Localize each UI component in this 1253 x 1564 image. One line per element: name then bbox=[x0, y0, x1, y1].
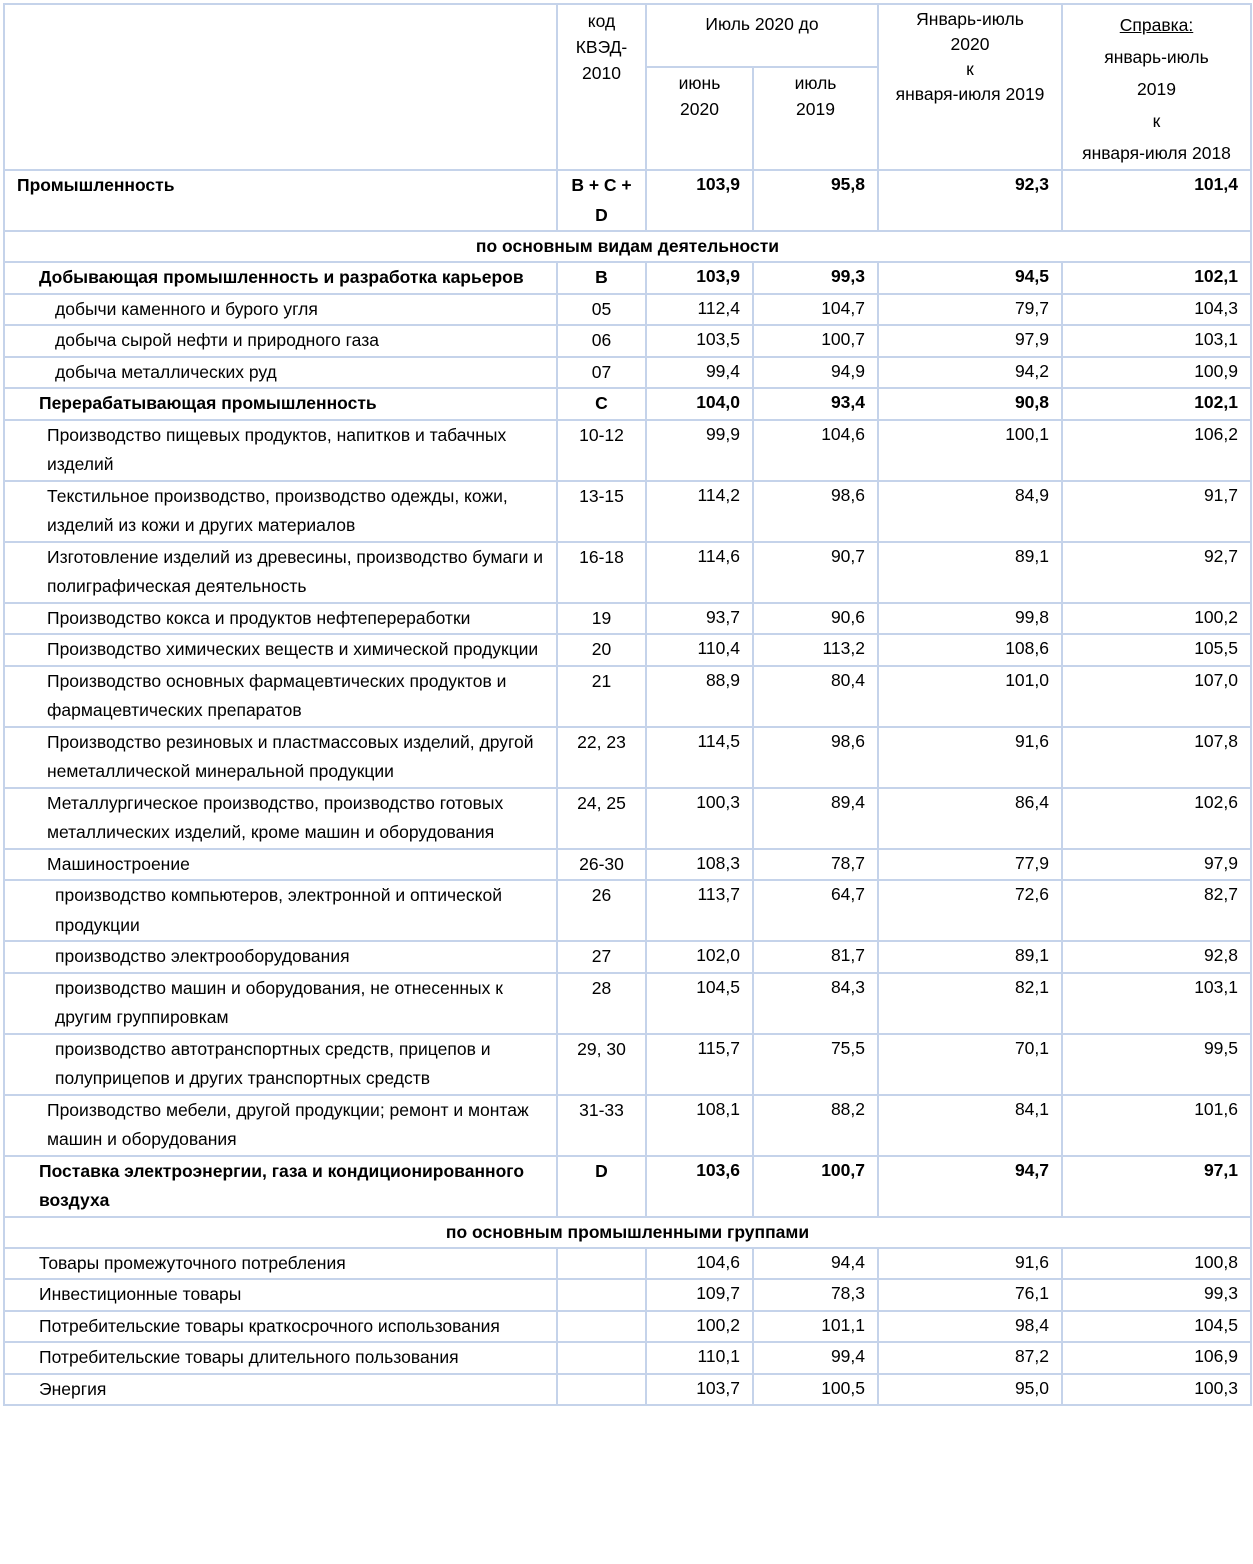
row-name: Инвестиционные товары bbox=[4, 1279, 557, 1311]
row-name: Текстильное производство, производство одежды, кожи, изделий из кожи и других материалов bbox=[4, 481, 557, 542]
value-vs-june-2020: 109,7 bbox=[646, 1279, 753, 1311]
value-vs-june-2020: 103,7 bbox=[646, 1374, 753, 1406]
row-name: Производство кокса и продуктов нефтепереработки bbox=[4, 603, 557, 635]
table-row bbox=[4, 973, 1251, 1034]
value-jan-jul-2019-ref: 104,5 bbox=[1062, 1311, 1251, 1343]
value-jan-jul-2019-ref: 105,5 bbox=[1062, 634, 1251, 666]
section-title: по основным промышленными группами bbox=[4, 1217, 1251, 1248]
row-name: Товары промежуточного потребления bbox=[4, 1248, 557, 1280]
value-vs-july-2019: 94,9 bbox=[753, 357, 878, 389]
value-jan-jul-2020: 89,1 bbox=[878, 941, 1062, 973]
table-row bbox=[4, 849, 1251, 881]
row-name: добыча сырой нефти и природного газа bbox=[4, 325, 557, 357]
table-body bbox=[4, 170, 1251, 1405]
row-name: Производство основных фармацевтических продуктов и фармацевтических препаратов bbox=[4, 666, 557, 727]
header-jan-jul-line: 2020 bbox=[950, 34, 990, 54]
table-row bbox=[4, 1279, 1251, 1311]
table-row bbox=[4, 1034, 1251, 1095]
table-row bbox=[4, 481, 1251, 542]
table-row bbox=[4, 634, 1251, 666]
value-vs-june-2020: 108,1 bbox=[646, 1095, 753, 1156]
value-jan-jul-2019-ref: 82,7 bbox=[1062, 880, 1251, 941]
row-code bbox=[557, 1342, 646, 1374]
value-jan-jul-2019-ref: 97,9 bbox=[1062, 849, 1251, 881]
value-vs-july-2019: 100,7 bbox=[753, 1156, 878, 1217]
value-jan-jul-2020: 101,0 bbox=[878, 666, 1062, 727]
header-reference-line: января-июля 2018 bbox=[1082, 143, 1231, 163]
row-name: производство компьютеров, электронной и оптической продукции bbox=[4, 880, 557, 941]
value-vs-june-2020: 103,5 bbox=[646, 325, 753, 357]
value-jan-jul-2020: 89,1 bbox=[878, 542, 1062, 603]
row-code: 13-15 bbox=[557, 481, 646, 542]
value-jan-jul-2020: 100,1 bbox=[878, 420, 1062, 481]
value-jan-jul-2020: 92,3 bbox=[878, 170, 1062, 231]
value-jan-jul-2019-ref: 92,8 bbox=[1062, 941, 1251, 973]
row-name: Поставка электроэнергии, газа и кондиционированного воздуха bbox=[4, 1156, 557, 1217]
table-row bbox=[4, 325, 1251, 357]
value-jan-jul-2020: 99,8 bbox=[878, 603, 1062, 635]
value-vs-july-2019: 84,3 bbox=[753, 973, 878, 1034]
row-code-line: D bbox=[595, 204, 608, 225]
value-vs-july-2019: 98,6 bbox=[753, 481, 878, 542]
row-code: C bbox=[557, 388, 646, 420]
value-jan-jul-2019-ref: 100,2 bbox=[1062, 603, 1251, 635]
value-jan-jul-2019-ref: 102,1 bbox=[1062, 388, 1251, 420]
table-row bbox=[4, 1342, 1251, 1374]
value-vs-june-2020: 113,7 bbox=[646, 880, 753, 941]
value-jan-jul-2020: 94,5 bbox=[878, 262, 1062, 294]
row-code bbox=[557, 1279, 646, 1311]
header-jan-jul-line: января-июля 2019 bbox=[895, 84, 1045, 104]
table-row bbox=[4, 1156, 1251, 1217]
table-row bbox=[4, 880, 1251, 941]
value-vs-june-2020: 103,6 bbox=[646, 1156, 753, 1217]
header-jan-jul-line: Январь-июль bbox=[916, 9, 1024, 29]
section-row bbox=[4, 231, 1251, 262]
row-name: Машиностроение bbox=[4, 849, 557, 881]
value-vs-june-2020: 93,7 bbox=[646, 603, 753, 635]
row-code: 16-18 bbox=[557, 542, 646, 603]
value-vs-june-2020: 104,5 bbox=[646, 973, 753, 1034]
row-name: Промышленность bbox=[4, 170, 557, 231]
value-jan-jul-2019-ref: 101,4 bbox=[1062, 170, 1251, 231]
value-vs-june-2020: 100,3 bbox=[646, 788, 753, 849]
header-jan-jul-line: к bbox=[966, 59, 974, 79]
value-vs-july-2019: 78,7 bbox=[753, 849, 878, 881]
row-code: 05 bbox=[557, 294, 646, 326]
row-code: 28 bbox=[557, 973, 646, 1034]
value-vs-july-2019: 78,3 bbox=[753, 1279, 878, 1311]
value-vs-july-2019: 101,1 bbox=[753, 1311, 878, 1343]
value-vs-july-2019: 88,2 bbox=[753, 1095, 878, 1156]
header-july-2020-to: Июль 2020 до bbox=[646, 4, 878, 67]
table-row bbox=[4, 788, 1251, 849]
header-july-2019 bbox=[753, 67, 878, 170]
value-jan-jul-2020: 90,8 bbox=[878, 388, 1062, 420]
value-jan-jul-2019-ref: 107,0 bbox=[1062, 666, 1251, 727]
value-vs-june-2020: 102,0 bbox=[646, 941, 753, 973]
value-vs-june-2020: 103,9 bbox=[646, 170, 753, 231]
table-row bbox=[4, 420, 1251, 481]
value-vs-june-2020: 103,9 bbox=[646, 262, 753, 294]
header-july-line: июль bbox=[794, 72, 837, 93]
value-vs-june-2020: 108,3 bbox=[646, 849, 753, 881]
value-jan-jul-2020: 86,4 bbox=[878, 788, 1062, 849]
row-name: добыча металлических руд bbox=[4, 357, 557, 389]
value-vs-june-2020: 115,7 bbox=[646, 1034, 753, 1095]
table-row bbox=[4, 1311, 1251, 1343]
row-code: 21 bbox=[557, 666, 646, 727]
row-name: Потребительские товары краткосрочного использования bbox=[4, 1311, 557, 1343]
value-vs-june-2020: 110,1 bbox=[646, 1342, 753, 1374]
row-code: 24, 25 bbox=[557, 788, 646, 849]
table-row bbox=[4, 666, 1251, 727]
row-code: 10-12 bbox=[557, 420, 646, 481]
header-reference-line: к bbox=[1152, 111, 1161, 131]
table-row bbox=[4, 388, 1251, 420]
value-vs-june-2020: 100,2 bbox=[646, 1311, 753, 1343]
row-name: добычи каменного и бурого угля bbox=[4, 294, 557, 326]
value-jan-jul-2019-ref: 100,8 bbox=[1062, 1248, 1251, 1280]
header-code-line: КВЭД- bbox=[575, 37, 628, 57]
row-code: 26 bbox=[557, 880, 646, 941]
table-row bbox=[4, 727, 1251, 788]
row-code bbox=[557, 1311, 646, 1343]
value-vs-july-2019: 98,6 bbox=[753, 727, 878, 788]
value-vs-june-2020: 114,5 bbox=[646, 727, 753, 788]
table-row bbox=[4, 1374, 1251, 1406]
value-jan-jul-2019-ref: 107,8 bbox=[1062, 727, 1251, 788]
value-vs-july-2019: 64,7 bbox=[753, 880, 878, 941]
row-code bbox=[557, 1374, 646, 1406]
header-reference-line: 2019 bbox=[1137, 79, 1176, 99]
value-jan-jul-2020: 108,6 bbox=[878, 634, 1062, 666]
row-code: 27 bbox=[557, 941, 646, 973]
value-vs-june-2020: 99,9 bbox=[646, 420, 753, 481]
value-jan-jul-2019-ref: 100,9 bbox=[1062, 357, 1251, 389]
header-code-column bbox=[557, 4, 646, 170]
value-vs-july-2019: 113,2 bbox=[753, 634, 878, 666]
header-reference bbox=[1062, 4, 1251, 170]
industrial-production-index-table bbox=[3, 3, 1252, 1406]
value-jan-jul-2019-ref: 92,7 bbox=[1062, 542, 1251, 603]
header-code-line: код bbox=[587, 11, 616, 31]
value-vs-july-2019: 75,5 bbox=[753, 1034, 878, 1095]
value-vs-june-2020: 99,4 bbox=[646, 357, 753, 389]
value-jan-jul-2019-ref: 99,3 bbox=[1062, 1279, 1251, 1311]
value-jan-jul-2020: 91,6 bbox=[878, 1248, 1062, 1280]
header-jan-jul-2020 bbox=[878, 4, 1062, 170]
table-row bbox=[4, 357, 1251, 389]
header-reference-line: январь-июль bbox=[1104, 47, 1209, 67]
value-jan-jul-2020: 98,4 bbox=[878, 1311, 1062, 1343]
row-name: Потребительские товары длительного пользования bbox=[4, 1342, 557, 1374]
value-vs-july-2019: 94,4 bbox=[753, 1248, 878, 1280]
row-code: 22, 23 bbox=[557, 727, 646, 788]
value-vs-june-2020: 88,9 bbox=[646, 666, 753, 727]
row-code: B bbox=[557, 262, 646, 294]
row-code: 19 bbox=[557, 603, 646, 635]
table-row bbox=[4, 603, 1251, 635]
value-vs-june-2020: 104,0 bbox=[646, 388, 753, 420]
value-jan-jul-2019-ref: 101,6 bbox=[1062, 1095, 1251, 1156]
row-code: 31-33 bbox=[557, 1095, 646, 1156]
value-jan-jul-2019-ref: 106,9 bbox=[1062, 1342, 1251, 1374]
value-jan-jul-2019-ref: 99,5 bbox=[1062, 1034, 1251, 1095]
value-jan-jul-2020: 91,6 bbox=[878, 727, 1062, 788]
value-vs-july-2019: 100,5 bbox=[753, 1374, 878, 1406]
value-vs-july-2019: 99,3 bbox=[753, 262, 878, 294]
value-jan-jul-2020: 84,1 bbox=[878, 1095, 1062, 1156]
value-vs-june-2020: 112,4 bbox=[646, 294, 753, 326]
value-vs-july-2019: 93,4 bbox=[753, 388, 878, 420]
table-row bbox=[4, 542, 1251, 603]
row-code: 20 bbox=[557, 634, 646, 666]
value-vs-june-2020: 114,6 bbox=[646, 542, 753, 603]
value-vs-july-2019: 99,4 bbox=[753, 1342, 878, 1374]
value-vs-july-2019: 100,7 bbox=[753, 325, 878, 357]
header-code-line: 2010 bbox=[582, 63, 621, 83]
value-jan-jul-2020: 77,9 bbox=[878, 849, 1062, 881]
table-row bbox=[4, 1095, 1251, 1156]
value-vs-june-2020: 110,4 bbox=[646, 634, 753, 666]
header-name-column bbox=[4, 4, 557, 170]
header-july-line: 2019 bbox=[796, 98, 835, 119]
row-name: производство электрооборудования bbox=[4, 941, 557, 973]
section-row bbox=[4, 1217, 1251, 1248]
header-june-2020 bbox=[646, 67, 753, 170]
value-jan-jul-2020: 79,7 bbox=[878, 294, 1062, 326]
table-header bbox=[4, 4, 1251, 170]
value-jan-jul-2020: 84,9 bbox=[878, 481, 1062, 542]
value-jan-jul-2019-ref: 103,1 bbox=[1062, 325, 1251, 357]
value-jan-jul-2019-ref: 91,7 bbox=[1062, 481, 1251, 542]
section-title: по основным видам деятельности bbox=[4, 231, 1251, 262]
header-june-line: июнь bbox=[678, 72, 721, 93]
value-jan-jul-2020: 94,2 bbox=[878, 357, 1062, 389]
table-row bbox=[4, 262, 1251, 294]
row-name: Изготовление изделий из древесины, производство бумаги и полиграфическая деятельность bbox=[4, 542, 557, 603]
value-jan-jul-2020: 87,2 bbox=[878, 1342, 1062, 1374]
row-code bbox=[557, 1248, 646, 1280]
value-jan-jul-2020: 72,6 bbox=[878, 880, 1062, 941]
value-jan-jul-2019-ref: 104,3 bbox=[1062, 294, 1251, 326]
value-vs-july-2019: 90,7 bbox=[753, 542, 878, 603]
row-name: Производство резиновых и пластмассовых изделий, другой неметаллической минеральной продукции bbox=[4, 727, 557, 788]
table-row bbox=[4, 1248, 1251, 1280]
row-code: D bbox=[557, 1156, 646, 1217]
value-vs-july-2019: 104,7 bbox=[753, 294, 878, 326]
value-jan-jul-2020: 97,9 bbox=[878, 325, 1062, 357]
value-jan-jul-2020: 76,1 bbox=[878, 1279, 1062, 1311]
row-code: 29, 30 bbox=[557, 1034, 646, 1095]
table-row bbox=[4, 941, 1251, 973]
row-name: Производство химических веществ и химической продукции bbox=[4, 634, 557, 666]
row-code: 06 bbox=[557, 325, 646, 357]
value-jan-jul-2019-ref: 102,6 bbox=[1062, 788, 1251, 849]
value-jan-jul-2019-ref: 106,2 bbox=[1062, 420, 1251, 481]
row-name: производство автотранспортных средств, прицепов и полуприцепов и других транспортных средств bbox=[4, 1034, 557, 1095]
header-june-line: 2020 bbox=[680, 98, 719, 119]
row-name: производство машин и оборудования, не отнесенных к другим группировкам bbox=[4, 973, 557, 1034]
value-jan-jul-2020: 94,7 bbox=[878, 1156, 1062, 1217]
table-row bbox=[4, 294, 1251, 326]
value-vs-july-2019: 90,6 bbox=[753, 603, 878, 635]
table-row bbox=[4, 170, 1251, 231]
value-vs-july-2019: 81,7 bbox=[753, 941, 878, 973]
row-name: Перерабатывающая промышленность bbox=[4, 388, 557, 420]
value-jan-jul-2020: 82,1 bbox=[878, 973, 1062, 1034]
row-code bbox=[557, 170, 646, 231]
row-name: Производство мебели, другой продукции; ремонт и монтаж машин и оборудования bbox=[4, 1095, 557, 1156]
value-jan-jul-2019-ref: 97,1 bbox=[1062, 1156, 1251, 1217]
value-jan-jul-2019-ref: 102,1 bbox=[1062, 262, 1251, 294]
value-jan-jul-2019-ref: 100,3 bbox=[1062, 1374, 1251, 1406]
row-name: Производство пищевых продуктов, напитков и табачных изделий bbox=[4, 420, 557, 481]
row-code: 07 bbox=[557, 357, 646, 389]
value-vs-july-2019: 104,6 bbox=[753, 420, 878, 481]
value-jan-jul-2020: 95,0 bbox=[878, 1374, 1062, 1406]
row-name: Энергия bbox=[4, 1374, 557, 1406]
value-vs-july-2019: 80,4 bbox=[753, 666, 878, 727]
value-vs-july-2019: 95,8 bbox=[753, 170, 878, 231]
row-code-line: B + C + bbox=[571, 175, 632, 195]
value-vs-july-2019: 89,4 bbox=[753, 788, 878, 849]
value-vs-june-2020: 104,6 bbox=[646, 1248, 753, 1280]
value-jan-jul-2019-ref: 103,1 bbox=[1062, 973, 1251, 1034]
row-name: Металлургическое производство, производство готовых металлических изделий, кроме машин и оборудования bbox=[4, 788, 557, 849]
value-jan-jul-2020: 70,1 bbox=[878, 1034, 1062, 1095]
header-reference-title: Справка: bbox=[1119, 15, 1194, 35]
row-name: Добывающая промышленность и разработка карьеров bbox=[4, 262, 557, 294]
value-vs-june-2020: 114,2 bbox=[646, 481, 753, 542]
row-code: 26-30 bbox=[557, 849, 646, 881]
